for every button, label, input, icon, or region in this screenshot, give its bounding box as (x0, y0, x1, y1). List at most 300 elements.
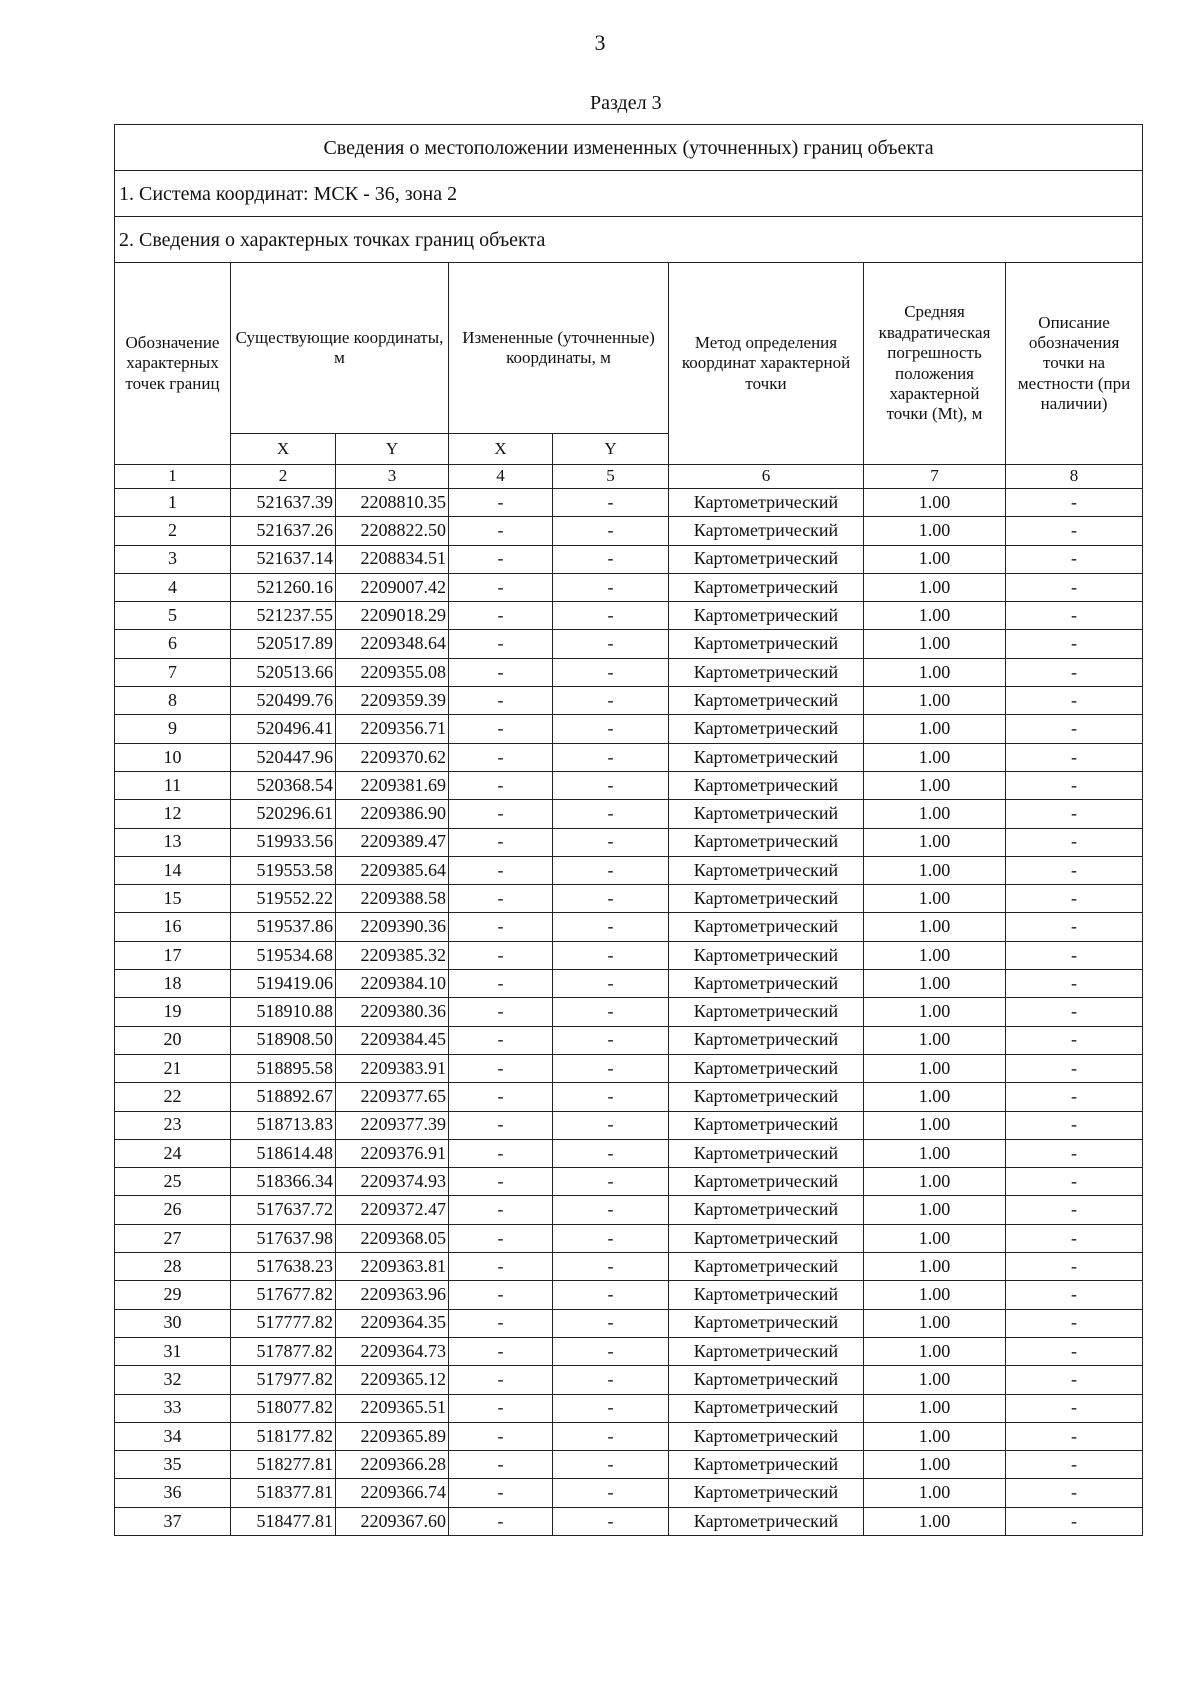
cell-changed-y: - (553, 1224, 669, 1252)
cell-changed-y: - (553, 1394, 669, 1422)
table-row (115, 1054, 1143, 1082)
cell-error: 1.00 (864, 771, 1006, 799)
cell-existing-x: 521637.26 (231, 517, 336, 545)
table-row (115, 602, 1143, 630)
cell-existing-x: 520296.61 (231, 800, 336, 828)
cell-existing-x: 518908.50 (231, 1026, 336, 1054)
cell-existing-x: 521237.55 (231, 602, 336, 630)
cell-changed-x: - (449, 998, 553, 1026)
cell-existing-y: 2209377.65 (336, 1083, 449, 1111)
table-row (115, 771, 1143, 799)
cell-method: Картометрический (669, 1366, 864, 1394)
table-row (115, 1139, 1143, 1167)
cell-point-id: 9 (115, 715, 231, 743)
cell-point-id: 23 (115, 1111, 231, 1139)
cell-point-id: 27 (115, 1224, 231, 1252)
cell-changed-y: - (553, 856, 669, 884)
table-row (115, 1083, 1143, 1111)
cell-existing-x: 521637.39 (231, 489, 336, 517)
cell-error: 1.00 (864, 1507, 1006, 1535)
cell-point-id: 21 (115, 1054, 231, 1082)
cell-existing-y: 2209388.58 (336, 885, 449, 913)
cell-description: - (1006, 941, 1143, 969)
cell-existing-y: 2209366.74 (336, 1479, 449, 1507)
cell-error: 1.00 (864, 602, 1006, 630)
cell-existing-y: 2209381.69 (336, 771, 449, 799)
cell-error: 1.00 (864, 1253, 1006, 1281)
cell-point-id: 18 (115, 970, 231, 998)
cell-error: 1.00 (864, 1083, 1006, 1111)
cell-changed-y: - (553, 1451, 669, 1479)
cell-existing-x: 520499.76 (231, 687, 336, 715)
cell-existing-x: 520447.96 (231, 743, 336, 771)
cell-point-id: 32 (115, 1366, 231, 1394)
table-row (115, 970, 1143, 998)
cell-existing-y: 2209359.39 (336, 687, 449, 715)
cell-error: 1.00 (864, 545, 1006, 573)
cell-method: Картометрический (669, 715, 864, 743)
cell-point-id: 1 (115, 489, 231, 517)
table-row (115, 489, 1143, 517)
cell-existing-y: 2209389.47 (336, 828, 449, 856)
cell-changed-y: - (553, 1479, 669, 1507)
cell-existing-y: 2209377.39 (336, 1111, 449, 1139)
cell-changed-x: - (449, 1224, 553, 1252)
cell-description: - (1006, 913, 1143, 941)
cell-point-id: 35 (115, 1451, 231, 1479)
table-row (115, 941, 1143, 969)
cell-existing-y: 2209372.47 (336, 1196, 449, 1224)
cell-existing-y: 2209007.42 (336, 573, 449, 601)
cell-changed-y: - (553, 517, 669, 545)
cell-changed-x: - (449, 1253, 553, 1281)
cell-error: 1.00 (864, 1309, 1006, 1337)
coordinates-table (114, 124, 1143, 1536)
table-row (115, 828, 1143, 856)
table-row (115, 998, 1143, 1026)
cell-changed-x: - (449, 1196, 553, 1224)
cell-error: 1.00 (864, 1054, 1006, 1082)
cell-description: - (1006, 489, 1143, 517)
cell-existing-x: 519419.06 (231, 970, 336, 998)
header-changed-y: Y (553, 434, 669, 465)
header-designation: Обозначение характерных точек границ (115, 263, 231, 465)
cell-changed-y: - (553, 1026, 669, 1054)
cell-method: Картометрический (669, 517, 864, 545)
cell-method: Картометрический (669, 489, 864, 517)
cell-existing-x: 521260.16 (231, 573, 336, 601)
table-row (115, 913, 1143, 941)
cell-changed-x: - (449, 1309, 553, 1337)
column-number: 4 (449, 465, 553, 489)
cell-point-id: 34 (115, 1422, 231, 1450)
cell-changed-x: - (449, 658, 553, 686)
cell-existing-y: 2209374.93 (336, 1168, 449, 1196)
cell-point-id: 37 (115, 1507, 231, 1535)
cell-error: 1.00 (864, 743, 1006, 771)
cell-description: - (1006, 1139, 1143, 1167)
cell-existing-x: 518713.83 (231, 1111, 336, 1139)
cell-error: 1.00 (864, 715, 1006, 743)
cell-changed-x: - (449, 1026, 553, 1054)
cell-changed-x: - (449, 771, 553, 799)
column-number-row (115, 465, 1143, 489)
cell-description: - (1006, 1253, 1143, 1281)
cell-description: - (1006, 856, 1143, 884)
cell-method: Картометрический (669, 800, 864, 828)
cell-changed-y: - (553, 828, 669, 856)
cell-existing-y: 2209364.35 (336, 1309, 449, 1337)
cell-existing-x: 518892.67 (231, 1083, 336, 1111)
cell-point-id: 20 (115, 1026, 231, 1054)
cell-point-id: 29 (115, 1281, 231, 1309)
column-number: 1 (115, 465, 231, 489)
cell-error: 1.00 (864, 1196, 1006, 1224)
cell-method: Картометрический (669, 630, 864, 658)
cell-changed-y: - (553, 658, 669, 686)
cell-method: Картометрический (669, 941, 864, 969)
cell-changed-y: - (553, 885, 669, 913)
cell-description: - (1006, 1479, 1143, 1507)
cell-changed-x: - (449, 489, 553, 517)
cell-description: - (1006, 573, 1143, 601)
cell-error: 1.00 (864, 687, 1006, 715)
cell-description: - (1006, 1366, 1143, 1394)
cell-existing-y: 2209363.96 (336, 1281, 449, 1309)
cell-changed-y: - (553, 743, 669, 771)
cell-description: - (1006, 1026, 1143, 1054)
cell-error: 1.00 (864, 941, 1006, 969)
cell-existing-y: 2209383.91 (336, 1054, 449, 1082)
cell-changed-y: - (553, 1507, 669, 1535)
cell-method: Картометрический (669, 885, 864, 913)
cell-description: - (1006, 602, 1143, 630)
cell-error: 1.00 (864, 1394, 1006, 1422)
cell-changed-x: - (449, 800, 553, 828)
cell-point-id: 5 (115, 602, 231, 630)
cell-changed-x: - (449, 630, 553, 658)
cell-point-id: 13 (115, 828, 231, 856)
table-row (115, 1451, 1143, 1479)
table-row (115, 1026, 1143, 1054)
cell-point-id: 15 (115, 885, 231, 913)
cell-changed-y: - (553, 1139, 669, 1167)
cell-error: 1.00 (864, 1111, 1006, 1139)
column-number: 5 (553, 465, 669, 489)
table-row (115, 1309, 1143, 1337)
cell-changed-x: - (449, 828, 553, 856)
table-row (115, 856, 1143, 884)
cell-error: 1.00 (864, 998, 1006, 1026)
cell-method: Картометрический (669, 1422, 864, 1450)
cell-method: Картометрический (669, 1253, 864, 1281)
cell-existing-x: 518366.34 (231, 1168, 336, 1196)
cell-changed-x: - (449, 1281, 553, 1309)
column-number: 8 (1006, 465, 1143, 489)
cell-method: Картометрический (669, 913, 864, 941)
cell-description: - (1006, 687, 1143, 715)
table-row (115, 545, 1143, 573)
cell-description: - (1006, 1394, 1143, 1422)
cell-method: Картометрический (669, 1309, 864, 1337)
header-existing-x: X (231, 434, 336, 465)
cell-error: 1.00 (864, 1422, 1006, 1450)
cell-error: 1.00 (864, 1224, 1006, 1252)
header-error: Средняя квадратическая погрешность положения характерной точки (Mt), м (864, 263, 1006, 465)
cell-changed-x: - (449, 1366, 553, 1394)
cell-existing-x: 518377.81 (231, 1479, 336, 1507)
cell-changed-x: - (449, 1451, 553, 1479)
cell-point-id: 25 (115, 1168, 231, 1196)
table-row (115, 517, 1143, 545)
cell-changed-y: - (553, 573, 669, 601)
cell-existing-x: 518177.82 (231, 1422, 336, 1450)
cell-existing-y: 2208834.51 (336, 545, 449, 573)
column-number: 2 (231, 465, 336, 489)
cell-description: - (1006, 545, 1143, 573)
table-row (115, 800, 1143, 828)
cell-point-id: 8 (115, 687, 231, 715)
cell-point-id: 30 (115, 1309, 231, 1337)
cell-existing-x: 518614.48 (231, 1139, 336, 1167)
cell-existing-x: 518277.81 (231, 1451, 336, 1479)
table-row (115, 1422, 1143, 1450)
cell-existing-x: 520513.66 (231, 658, 336, 686)
cell-error: 1.00 (864, 828, 1006, 856)
cell-error: 1.00 (864, 1366, 1006, 1394)
cell-changed-y: - (553, 1196, 669, 1224)
header-existing-y: Y (336, 434, 449, 465)
cell-changed-y: - (553, 1168, 669, 1196)
table-row (115, 687, 1143, 715)
cell-existing-x: 517637.72 (231, 1196, 336, 1224)
cell-changed-x: - (449, 1168, 553, 1196)
cell-existing-y: 2209385.64 (336, 856, 449, 884)
cell-method: Картометрический (669, 1111, 864, 1139)
cell-existing-y: 2209366.28 (336, 1451, 449, 1479)
cell-existing-x: 517877.82 (231, 1337, 336, 1365)
points-header-row: 2. Сведения о характерных точках границ объекта (115, 217, 1143, 263)
cell-changed-x: - (449, 970, 553, 998)
cell-existing-y: 2208822.50 (336, 517, 449, 545)
cell-changed-x: - (449, 1394, 553, 1422)
cell-method: Картометрический (669, 1507, 864, 1535)
cell-changed-x: - (449, 1337, 553, 1365)
cell-changed-y: - (553, 1253, 669, 1281)
cell-description: - (1006, 998, 1143, 1026)
cell-description: - (1006, 630, 1143, 658)
cell-existing-x: 517638.23 (231, 1253, 336, 1281)
cell-changed-x: - (449, 1139, 553, 1167)
cell-existing-y: 2209380.36 (336, 998, 449, 1026)
cell-existing-y: 2209364.73 (336, 1337, 449, 1365)
cell-changed-x: - (449, 885, 553, 913)
column-number: 3 (336, 465, 449, 489)
cell-method: Картометрический (669, 1168, 864, 1196)
cell-method: Картометрический (669, 1026, 864, 1054)
cell-existing-x: 519552.22 (231, 885, 336, 913)
cell-changed-y: - (553, 1054, 669, 1082)
cell-changed-x: - (449, 573, 553, 601)
cell-existing-x: 517677.82 (231, 1281, 336, 1309)
cell-changed-y: - (553, 998, 669, 1026)
cell-existing-x: 517637.98 (231, 1224, 336, 1252)
table-row (115, 885, 1143, 913)
cell-point-id: 28 (115, 1253, 231, 1281)
cell-existing-x: 518077.82 (231, 1394, 336, 1422)
cell-changed-x: - (449, 1422, 553, 1450)
cell-point-id: 24 (115, 1139, 231, 1167)
cell-changed-x: - (449, 602, 553, 630)
cell-existing-x: 520368.54 (231, 771, 336, 799)
cell-point-id: 7 (115, 658, 231, 686)
cell-method: Картометрический (669, 1196, 864, 1224)
cell-error: 1.00 (864, 489, 1006, 517)
cell-error: 1.00 (864, 1479, 1006, 1507)
table-row (115, 1111, 1143, 1139)
cell-existing-x: 520517.89 (231, 630, 336, 658)
cell-method: Картометрический (669, 771, 864, 799)
cell-error: 1.00 (864, 1139, 1006, 1167)
cell-description: - (1006, 658, 1143, 686)
cell-existing-y: 2209367.60 (336, 1507, 449, 1535)
cell-existing-y: 2209018.29 (336, 602, 449, 630)
cell-error: 1.00 (864, 885, 1006, 913)
table-row (115, 1394, 1143, 1422)
cell-description: - (1006, 1224, 1143, 1252)
cell-point-id: 12 (115, 800, 231, 828)
cell-error: 1.00 (864, 658, 1006, 686)
header-changed-coords: Измененные (уточненные) координаты, м (449, 263, 669, 434)
cell-description: - (1006, 1196, 1143, 1224)
cell-description: - (1006, 1451, 1143, 1479)
table-row (115, 1479, 1143, 1507)
cell-existing-y: 2209355.08 (336, 658, 449, 686)
cell-point-id: 2 (115, 517, 231, 545)
cell-error: 1.00 (864, 1451, 1006, 1479)
cell-description: - (1006, 1337, 1143, 1365)
cell-existing-x: 519553.58 (231, 856, 336, 884)
cell-point-id: 11 (115, 771, 231, 799)
cell-description: - (1006, 715, 1143, 743)
cell-description: - (1006, 1083, 1143, 1111)
cell-point-id: 16 (115, 913, 231, 941)
cell-existing-x: 518910.88 (231, 998, 336, 1026)
cell-changed-x: - (449, 545, 553, 573)
cell-point-id: 4 (115, 573, 231, 601)
cell-changed-y: - (553, 630, 669, 658)
cell-changed-y: - (553, 1366, 669, 1394)
cell-point-id: 10 (115, 743, 231, 771)
cell-method: Картометрический (669, 998, 864, 1026)
cell-error: 1.00 (864, 800, 1006, 828)
cell-method: Картометрический (669, 1139, 864, 1167)
cell-point-id: 19 (115, 998, 231, 1026)
cell-point-id: 31 (115, 1337, 231, 1365)
cell-description: - (1006, 1168, 1143, 1196)
cell-error: 1.00 (864, 630, 1006, 658)
cell-method: Картометрический (669, 658, 864, 686)
cell-description: - (1006, 1054, 1143, 1082)
cell-description: - (1006, 1422, 1143, 1450)
cell-existing-y: 2209376.91 (336, 1139, 449, 1167)
cell-description: - (1006, 800, 1143, 828)
cell-description: - (1006, 970, 1143, 998)
cell-changed-x: - (449, 1111, 553, 1139)
cell-changed-x: - (449, 1083, 553, 1111)
cell-existing-y: 2209348.64 (336, 630, 449, 658)
cell-error: 1.00 (864, 1337, 1006, 1365)
cell-changed-y: - (553, 545, 669, 573)
cell-existing-y: 2209365.12 (336, 1366, 449, 1394)
section-label: Раздел 3 (590, 92, 662, 114)
header-description: Описание обозначения точки на местности (при наличии) (1006, 263, 1143, 465)
cell-point-id: 3 (115, 545, 231, 573)
page-number: 3 (594, 30, 606, 55)
cell-description: - (1006, 1507, 1143, 1535)
cell-error: 1.00 (864, 970, 1006, 998)
cell-method: Картометрический (669, 1224, 864, 1252)
header-method: Метод определения координат характерной точки (669, 263, 864, 465)
cell-method: Картометрический (669, 1054, 864, 1082)
cell-existing-y: 2209365.89 (336, 1422, 449, 1450)
cell-changed-y: - (553, 771, 669, 799)
cell-existing-y: 2209386.90 (336, 800, 449, 828)
cell-existing-x: 519537.86 (231, 913, 336, 941)
cell-description: - (1006, 885, 1143, 913)
cell-existing-x: 518895.58 (231, 1054, 336, 1082)
cell-method: Картометрический (669, 856, 864, 884)
cell-error: 1.00 (864, 573, 1006, 601)
cell-changed-y: - (553, 1337, 669, 1365)
cell-point-id: 36 (115, 1479, 231, 1507)
table-title: Сведения о местоположении измененных (уточненных) границ объекта (115, 125, 1143, 171)
cell-existing-y: 2209390.36 (336, 913, 449, 941)
table-row (115, 573, 1143, 601)
table-row (115, 658, 1143, 686)
cell-changed-x: - (449, 715, 553, 743)
cell-point-id: 26 (115, 1196, 231, 1224)
cell-changed-y: - (553, 1309, 669, 1337)
cell-changed-x: - (449, 941, 553, 969)
cell-description: - (1006, 1309, 1143, 1337)
table-row (115, 1337, 1143, 1365)
cell-changed-x: - (449, 1054, 553, 1082)
header-changed-x: X (449, 434, 553, 465)
cell-existing-y: 2209368.05 (336, 1224, 449, 1252)
cell-method: Картометрический (669, 1281, 864, 1309)
cell-description: - (1006, 1111, 1143, 1139)
cell-method: Картометрический (669, 743, 864, 771)
cell-changed-y: - (553, 602, 669, 630)
coord-system-row: 1. Система координат: МСК - 36, зона 2 (115, 171, 1143, 217)
cell-method: Картометрический (669, 1394, 864, 1422)
cell-method: Картометрический (669, 828, 864, 856)
cell-description: - (1006, 1281, 1143, 1309)
table-row (115, 1196, 1143, 1224)
table-row (115, 1507, 1143, 1535)
table-row (115, 715, 1143, 743)
cell-changed-x: - (449, 517, 553, 545)
cell-changed-y: - (553, 941, 669, 969)
cell-point-id: 14 (115, 856, 231, 884)
cell-point-id: 33 (115, 1394, 231, 1422)
cell-changed-x: - (449, 856, 553, 884)
cell-description: - (1006, 517, 1143, 545)
table-row (115, 1253, 1143, 1281)
cell-method: Картометрический (669, 687, 864, 715)
cell-changed-y: - (553, 800, 669, 828)
